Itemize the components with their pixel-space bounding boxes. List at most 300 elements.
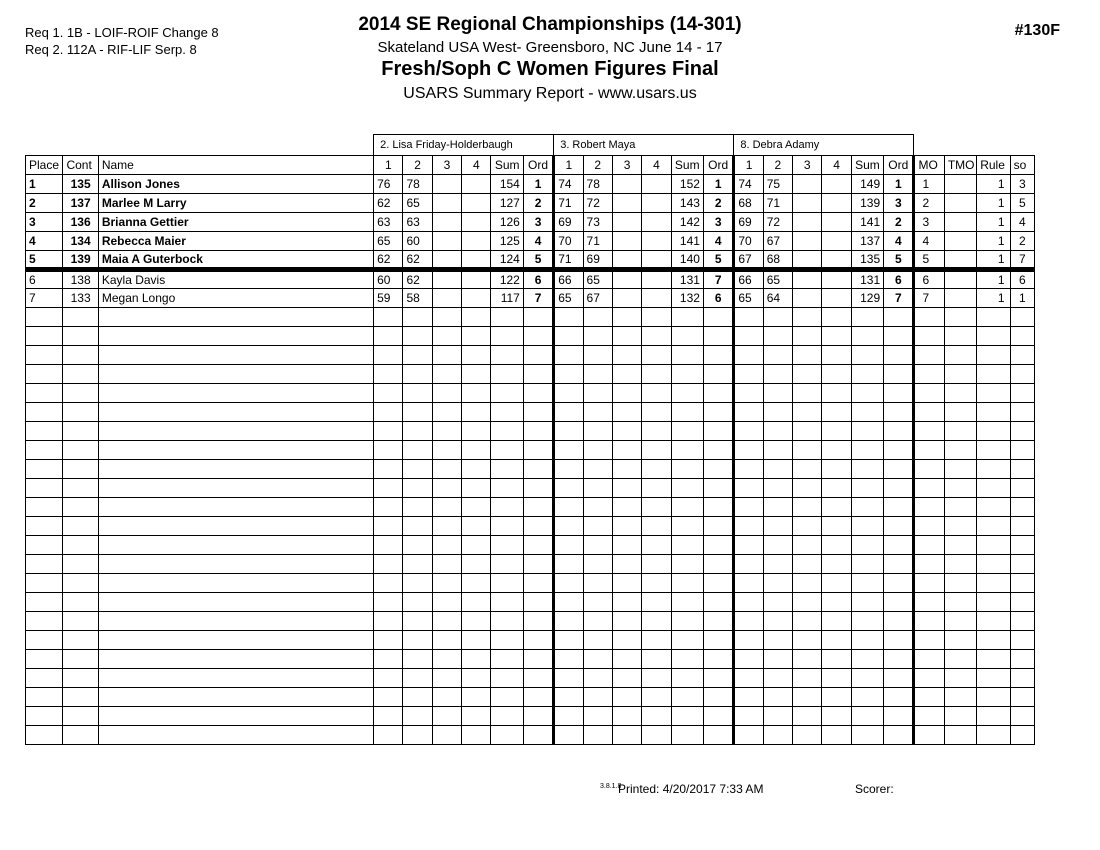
result-row xyxy=(26,270,1035,289)
score-cell xyxy=(734,308,763,327)
tmo-cell xyxy=(944,346,976,365)
score-cell xyxy=(432,346,461,365)
venue-line: Skateland USA West- Greensboro, NC June 14 - 17 xyxy=(377,39,723,56)
mo-cell xyxy=(914,593,944,612)
score-cell xyxy=(822,536,851,555)
score-cell xyxy=(583,403,612,422)
cont-cell: 133 xyxy=(63,289,98,308)
cont-cell xyxy=(63,536,98,555)
score-cell xyxy=(734,403,763,422)
req-1-line: Req 1. 1B - LOIF-ROIF Change 8 xyxy=(25,25,219,40)
score-cell xyxy=(642,688,671,707)
score-cell xyxy=(462,669,491,688)
score-cell xyxy=(793,688,822,707)
score-cell xyxy=(612,631,641,650)
name-cell xyxy=(98,650,373,669)
score-cell: 69 xyxy=(583,251,612,270)
sum-cell: 139 xyxy=(851,194,883,213)
score-cell: 73 xyxy=(583,213,612,232)
score-cell xyxy=(642,650,671,669)
score-cell xyxy=(612,251,641,270)
score-cell xyxy=(403,688,432,707)
empty-grid-row xyxy=(26,498,1035,517)
score-cell xyxy=(554,441,583,460)
score-cell xyxy=(554,555,583,574)
place-cell xyxy=(26,517,63,536)
ord-cell xyxy=(523,327,553,346)
score-cell xyxy=(734,726,763,745)
sum-cell: 142 xyxy=(671,213,703,232)
place-cell: 7 xyxy=(26,289,63,308)
rule-cell xyxy=(977,479,1010,498)
score-cell: 62 xyxy=(403,270,432,289)
tmo-cell xyxy=(944,422,976,441)
cont-cell xyxy=(63,555,98,574)
sum-cell xyxy=(851,479,883,498)
score-cell: 65 xyxy=(734,289,763,308)
score-cell xyxy=(793,517,822,536)
ord-cell xyxy=(884,498,914,517)
sum-cell: 140 xyxy=(671,251,703,270)
score-cell xyxy=(822,498,851,517)
place-cell xyxy=(26,593,63,612)
score-cell xyxy=(612,327,641,346)
cont-cell xyxy=(63,327,98,346)
place-cell xyxy=(26,555,63,574)
score-cell xyxy=(763,688,792,707)
score-cell xyxy=(554,346,583,365)
score-cell xyxy=(374,707,403,726)
cont-cell xyxy=(63,669,98,688)
sum-cell xyxy=(851,403,883,422)
sum-cell xyxy=(851,365,883,384)
rule-cell xyxy=(977,327,1010,346)
score-cell xyxy=(642,707,671,726)
ord-cell xyxy=(523,460,553,479)
place-cell xyxy=(26,384,63,403)
score-cell: 78 xyxy=(403,175,432,194)
ord-cell xyxy=(703,536,733,555)
score-cell: 70 xyxy=(554,232,583,251)
rule-cell xyxy=(977,346,1010,365)
empty-grid-row xyxy=(26,308,1035,327)
place-cell xyxy=(26,726,63,745)
score-cell xyxy=(642,384,671,403)
score-cell xyxy=(462,213,491,232)
so-cell xyxy=(1010,650,1034,669)
col-header-judge3-3: 3 xyxy=(793,156,822,175)
place-cell xyxy=(26,460,63,479)
ord-cell: 7 xyxy=(703,270,733,289)
place-cell xyxy=(26,441,63,460)
ord-cell: 6 xyxy=(703,289,733,308)
ord-cell xyxy=(523,517,553,536)
score-cell xyxy=(793,498,822,517)
score-cell xyxy=(612,555,641,574)
rule-cell xyxy=(977,612,1010,631)
sum-cell xyxy=(491,384,523,403)
score-cell xyxy=(583,327,612,346)
score-cell: 72 xyxy=(763,213,792,232)
score-cell xyxy=(793,403,822,422)
name-cell xyxy=(98,707,373,726)
judge-header-2: 3. Robert Maya xyxy=(554,135,734,156)
score-cell xyxy=(403,536,432,555)
judge-header-3: 8. Debra Adamy xyxy=(734,135,914,156)
score-cell xyxy=(734,707,763,726)
col-header-judge2-2: 2 xyxy=(583,156,612,175)
name-cell: Rebecca Maier xyxy=(98,232,373,251)
col-header-rule: Rule xyxy=(977,156,1010,175)
so-cell xyxy=(1010,574,1034,593)
score-cell xyxy=(403,517,432,536)
col-header-name: Name xyxy=(98,156,373,175)
empty-grid-row xyxy=(26,593,1035,612)
mo-cell xyxy=(914,669,944,688)
sum-cell xyxy=(851,688,883,707)
rule-cell xyxy=(977,574,1010,593)
score-cell xyxy=(793,175,822,194)
mo-cell xyxy=(914,327,944,346)
score-cell xyxy=(462,251,491,270)
score-cell: 71 xyxy=(763,194,792,213)
score-cell xyxy=(822,707,851,726)
score-cell xyxy=(793,232,822,251)
sum-cell xyxy=(671,574,703,593)
score-cell xyxy=(432,441,461,460)
score-cell xyxy=(793,194,822,213)
result-row xyxy=(26,213,1035,232)
col-header-judge2-4: 4 xyxy=(642,156,671,175)
rule-cell xyxy=(977,726,1010,745)
name-cell xyxy=(98,403,373,422)
name-cell xyxy=(98,308,373,327)
score-cell xyxy=(822,213,851,232)
score-cell xyxy=(462,498,491,517)
score-cell xyxy=(583,384,612,403)
sum-cell xyxy=(671,498,703,517)
report-footer xyxy=(0,782,1100,802)
score-cell xyxy=(642,593,671,612)
score-cell xyxy=(734,441,763,460)
sum-cell xyxy=(851,536,883,555)
score-cell xyxy=(642,479,671,498)
score-cell xyxy=(822,441,851,460)
mo-cell xyxy=(914,384,944,403)
rule-cell xyxy=(977,403,1010,422)
score-cell xyxy=(763,517,792,536)
score-cell xyxy=(374,574,403,593)
sum-cell xyxy=(671,688,703,707)
name-cell xyxy=(98,384,373,403)
ord-cell xyxy=(703,669,733,688)
rule-cell xyxy=(977,536,1010,555)
score-cell xyxy=(374,308,403,327)
empty-grid-row xyxy=(26,555,1035,574)
col-header-so: so xyxy=(1010,156,1034,175)
score-cell: 71 xyxy=(554,251,583,270)
tmo-cell xyxy=(944,270,976,289)
championship-title: 2014 SE Regional Championships (14-301) xyxy=(358,14,742,35)
col-header-judge3-4: 4 xyxy=(822,156,851,175)
cont-cell xyxy=(63,631,98,650)
score-cell xyxy=(432,688,461,707)
score-cell xyxy=(554,517,583,536)
score-cell xyxy=(642,574,671,593)
so-cell xyxy=(1010,669,1034,688)
ord-cell xyxy=(703,365,733,384)
score-cell: 62 xyxy=(403,251,432,270)
score-cell xyxy=(822,346,851,365)
ord-cell xyxy=(884,308,914,327)
score-cell: 71 xyxy=(554,194,583,213)
sum-cell xyxy=(671,517,703,536)
sum-cell: 141 xyxy=(851,213,883,232)
column-header-row xyxy=(26,156,1035,175)
tmo-cell xyxy=(944,574,976,593)
mo-cell xyxy=(914,517,944,536)
score-cell xyxy=(462,479,491,498)
sum-cell xyxy=(491,555,523,574)
score-cell xyxy=(554,327,583,346)
col-header-judge3-sum: Sum xyxy=(851,156,883,175)
score-cell xyxy=(374,631,403,650)
ord-cell xyxy=(884,441,914,460)
score-cell xyxy=(763,631,792,650)
score-cell xyxy=(642,422,671,441)
score-cell xyxy=(642,726,671,745)
rule-cell xyxy=(977,593,1010,612)
mo-cell: 4 xyxy=(914,232,944,251)
result-row xyxy=(26,194,1035,213)
score-cell: 66 xyxy=(554,270,583,289)
score-cell xyxy=(612,308,641,327)
score-cell xyxy=(374,726,403,745)
sum-cell xyxy=(491,308,523,327)
so-cell xyxy=(1010,441,1034,460)
mo-cell: 1 xyxy=(914,175,944,194)
score-cell xyxy=(583,669,612,688)
score-cell xyxy=(734,536,763,555)
ord-cell xyxy=(703,631,733,650)
cont-cell xyxy=(63,479,98,498)
score-cell xyxy=(554,707,583,726)
tmo-cell xyxy=(944,650,976,669)
score-cell xyxy=(403,365,432,384)
mo-cell xyxy=(914,460,944,479)
sum-cell xyxy=(671,726,703,745)
ord-cell xyxy=(703,403,733,422)
name-cell: Megan Longo xyxy=(98,289,373,308)
score-cell xyxy=(734,384,763,403)
score-cell xyxy=(642,232,671,251)
place-cell xyxy=(26,479,63,498)
sum-cell xyxy=(851,650,883,669)
mo-cell xyxy=(914,479,944,498)
name-cell xyxy=(98,422,373,441)
score-cell xyxy=(763,308,792,327)
rule-cell xyxy=(977,650,1010,669)
sum-cell xyxy=(851,308,883,327)
score-cell xyxy=(822,612,851,631)
sum-cell xyxy=(491,574,523,593)
score-cell: 60 xyxy=(403,232,432,251)
score-cell: 74 xyxy=(554,175,583,194)
score-cell xyxy=(432,536,461,555)
ord-cell xyxy=(523,365,553,384)
ord-cell xyxy=(523,403,553,422)
score-cell xyxy=(763,536,792,555)
score-cell xyxy=(612,232,641,251)
req-2-line: Req 2. 112A - RIF-LIF Serp. 8 xyxy=(25,42,197,57)
ord-cell xyxy=(703,574,733,593)
sum-cell xyxy=(671,403,703,422)
col-header-tmo: TMO xyxy=(944,156,976,175)
ord-cell: 2 xyxy=(884,213,914,232)
empty-grid-row xyxy=(26,650,1035,669)
mo-cell xyxy=(914,707,944,726)
printed-timestamp: Printed: 4/20/2017 7:33 AM xyxy=(618,782,764,796)
cont-cell xyxy=(63,707,98,726)
col-header-judge3-1: 1 xyxy=(734,156,763,175)
score-cell xyxy=(612,441,641,460)
score-cell: 66 xyxy=(734,270,763,289)
tmo-cell xyxy=(944,555,976,574)
score-cell xyxy=(554,669,583,688)
score-cell xyxy=(734,631,763,650)
sum-cell xyxy=(671,308,703,327)
score-cell xyxy=(583,593,612,612)
score-cell xyxy=(612,270,641,289)
ord-cell xyxy=(523,346,553,365)
sum-cell: 117 xyxy=(491,289,523,308)
cont-cell xyxy=(63,403,98,422)
empty-grid-row xyxy=(26,688,1035,707)
score-cell xyxy=(642,270,671,289)
tmo-cell xyxy=(944,612,976,631)
mo-cell xyxy=(914,498,944,517)
tmo-cell xyxy=(944,175,976,194)
ord-cell xyxy=(703,726,733,745)
cont-cell: 139 xyxy=(63,251,98,270)
score-cell xyxy=(583,612,612,631)
score-cell xyxy=(462,384,491,403)
ord-cell xyxy=(884,669,914,688)
ord-cell xyxy=(884,650,914,669)
score-cell xyxy=(374,536,403,555)
empty-grid-row xyxy=(26,460,1035,479)
score-cell xyxy=(432,289,461,308)
score-cell xyxy=(822,422,851,441)
score-cell xyxy=(554,365,583,384)
name-cell: Allison Jones xyxy=(98,175,373,194)
sum-cell xyxy=(491,422,523,441)
software-version: 3.8.1.8 xyxy=(600,783,622,790)
score-cell xyxy=(642,403,671,422)
score-cell xyxy=(403,403,432,422)
sum-cell xyxy=(491,707,523,726)
score-cell xyxy=(793,460,822,479)
tmo-cell xyxy=(944,479,976,498)
score-cell xyxy=(432,327,461,346)
name-cell xyxy=(98,536,373,555)
name-cell xyxy=(98,479,373,498)
sum-cell xyxy=(491,669,523,688)
score-cell xyxy=(403,422,432,441)
score-cell xyxy=(763,365,792,384)
score-cell xyxy=(793,479,822,498)
score-cell xyxy=(462,194,491,213)
score-cell xyxy=(462,460,491,479)
rule-cell xyxy=(977,460,1010,479)
ord-cell xyxy=(523,479,553,498)
score-cell xyxy=(822,460,851,479)
score-cell xyxy=(822,479,851,498)
place-cell xyxy=(26,631,63,650)
score-cell xyxy=(403,593,432,612)
score-cell xyxy=(462,422,491,441)
ord-cell xyxy=(884,346,914,365)
ord-cell xyxy=(703,593,733,612)
col-header-judge1-2: 2 xyxy=(403,156,432,175)
score-cell xyxy=(432,669,461,688)
ord-cell: 7 xyxy=(523,289,553,308)
tmo-cell xyxy=(944,232,976,251)
mo-cell xyxy=(914,441,944,460)
score-cell xyxy=(642,517,671,536)
score-cell xyxy=(642,555,671,574)
sum-cell: 135 xyxy=(851,251,883,270)
score-cell xyxy=(822,327,851,346)
mo-cell xyxy=(914,726,944,745)
score-cell xyxy=(403,574,432,593)
score-cell xyxy=(403,441,432,460)
sum-cell xyxy=(491,536,523,555)
score-cell xyxy=(822,384,851,403)
ord-cell xyxy=(884,555,914,574)
ord-cell xyxy=(884,688,914,707)
score-cell xyxy=(822,289,851,308)
ord-cell xyxy=(523,308,553,327)
so-cell xyxy=(1010,536,1034,555)
name-cell xyxy=(98,669,373,688)
sum-cell xyxy=(491,460,523,479)
score-cell xyxy=(612,194,641,213)
report-type-line: USARS Summary Report - www.usars.us xyxy=(403,85,697,102)
cont-cell xyxy=(63,612,98,631)
judges-header-row xyxy=(26,135,1035,156)
score-cell xyxy=(612,669,641,688)
ord-cell xyxy=(523,574,553,593)
col-header-judge1-sum: Sum xyxy=(491,156,523,175)
sum-cell xyxy=(671,460,703,479)
score-cell xyxy=(642,460,671,479)
sum-cell xyxy=(671,365,703,384)
score-cell: 76 xyxy=(374,175,403,194)
score-cell xyxy=(763,479,792,498)
cont-cell xyxy=(63,460,98,479)
score-cell xyxy=(374,384,403,403)
score-cell: 67 xyxy=(734,251,763,270)
so-cell xyxy=(1010,460,1034,479)
so-cell xyxy=(1010,517,1034,536)
tmo-cell xyxy=(944,688,976,707)
tmo-cell xyxy=(944,517,976,536)
score-cell xyxy=(612,593,641,612)
ord-cell: 2 xyxy=(703,194,733,213)
cont-cell xyxy=(63,498,98,517)
score-cell xyxy=(403,498,432,517)
